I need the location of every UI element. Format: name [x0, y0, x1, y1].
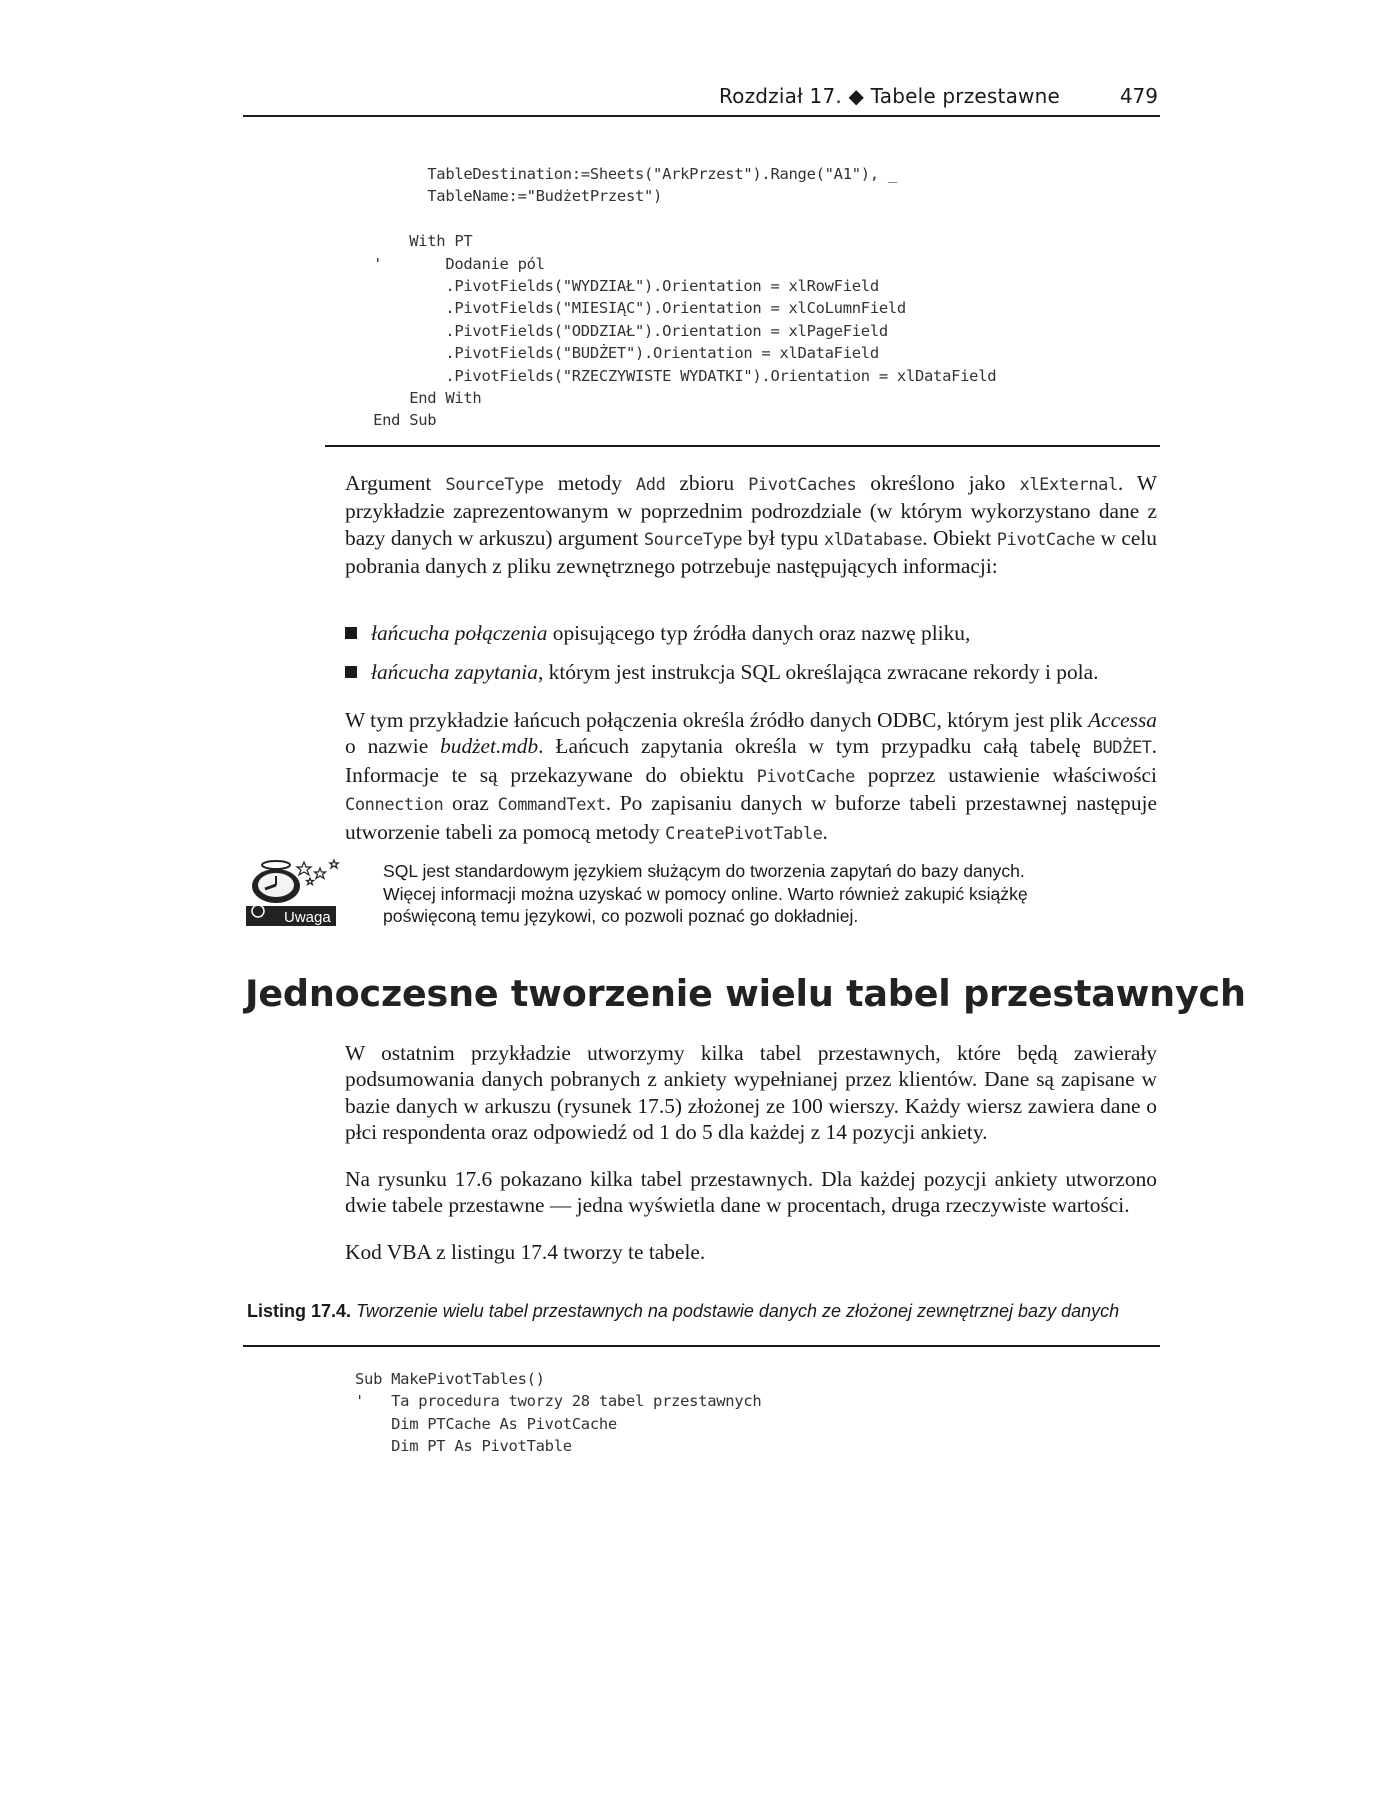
code-line: [355, 208, 996, 230]
note-icon: [246, 858, 356, 928]
page-number: 479: [1119, 84, 1158, 108]
code-block-top: [355, 163, 996, 432]
code-line: ' Dodanie pól: [355, 254, 545, 273]
code-end-rule: [325, 445, 1160, 447]
note-line: poświęconą temu językowi, co pozwoli poznać go dokładniej.: [383, 906, 859, 926]
code-line: .PivotFields("ODDZIAŁ").Orientation = xlPageField: [355, 321, 888, 340]
paragraph-listing-ref: Kod VBA z listingu 17.4 tworzy te tabele.: [345, 1240, 706, 1264]
code-line: End With: [355, 389, 482, 408]
code-line: .PivotFields("MIESIĄC").Orientation = xlCoLumnField: [355, 299, 906, 318]
code-line: .PivotFields("RZECZYWISTE WYDATKI").Orientation = xlDataField: [355, 366, 997, 385]
header-rule: [243, 115, 1160, 117]
listing-label: Listing 17.4.: [247, 1301, 352, 1321]
bullet-square-icon: [345, 627, 357, 639]
listing-caption: [247, 1300, 1157, 1322]
note-label: Uwaga: [284, 909, 331, 926]
section-heading: Jednoczesne tworzenie wielu tabel przestawnych: [245, 972, 1246, 1015]
paragraph-survey: W ostatnim przykładzie utworzymy kilka tabel przestawnych, które będą zawierały podsumowania danych pobranych z ankiety wypełnianej przez klientów. Dane są zapisane w bazie danych w arkuszu (rysunek 17.5) złożonej ze 100 wierszy. Każdy wiersz zawiera dane o płci respondenta oraz odpowiedź od 1 do 5 dla każdej z 14 pozycji ankiety.: [345, 1041, 1157, 1145]
paragraph-source-type: Argument SourceType metody Add zbioru PivotCaches określono jako xlExternal. W przykładzie zaprezentowanym w poprzednim podrozdziale (w którym wykorzystano dane z bazy danych w arkuszu) argument SourceType był typu xlDatabase. Obiekt PivotCache w celu pobrania danych z pliku zewnętrznego potrzebuje następujących informacji:: [345, 471, 1158, 579]
list-item: łańcucha zapytania, którym jest instrukcja SQL określająca zwracane rekordy i pola.: [345, 659, 1157, 685]
code-line: TableDestination:=Sheets("ArkPrzest").Range("A1"), _: [355, 165, 897, 183]
code-line: Dim PTCache As PivotCache: [355, 1414, 617, 1433]
chapter-title: Rozdział 17. ◆ Tabele przestawne: [718, 84, 1060, 108]
code-line: Sub MakePivotTables(): [355, 1370, 545, 1388]
list-item: łańcucha połączenia opisującego typ źródła danych oraz nazwę pliku,: [345, 620, 1157, 646]
listing-caption-text: Tworzenie wielu tabel przestawnych na podstawie danych ze złożonej zewnętrznej bazy danych: [351, 1301, 1120, 1321]
listing-rule: [243, 1345, 1160, 1347]
paragraph-connection-string: W tym przykładzie łańcuch połączenia określa źródło danych ODBC, którym jest plik Accessa o nazwie budżet.mdb. Łańcuch zapytania określa w tym przypadku całą tabelę BUDŻET. Informacje te są przekazywane do obiektu PivotCache poprzez ustawienie właściwości Connection oraz CommandText. Po zapisaniu danych w buforze tabeli przestawnej następuje utworzenie tabeli za pomocą metody CreatePivotTable.: [345, 708, 1157, 844]
bullet-square-icon: [345, 666, 357, 678]
code-line: With PT: [355, 232, 473, 251]
bullet-list: [345, 620, 1157, 698]
note-line: Więcej informacji można uzyskać w pomocy online. Warto również zakupić książkę: [383, 883, 1028, 904]
note-text: [383, 860, 1143, 928]
code-line: Dim PT As PivotTable: [355, 1437, 572, 1456]
code-line: End Sub: [355, 411, 437, 430]
note-stars-icon: [246, 858, 356, 928]
code-line: TableName:="BudżetPrzest"): [355, 187, 663, 206]
paragraph-figure: Na rysunku 17.6 pokazano kilka tabel przestawnych. Dla każdej pozycji ankiety utworzono dwie tabele przestawne — jedna wyświetla dane w procentach, druga rzeczywiste wartości.: [345, 1167, 1157, 1218]
running-head: [243, 82, 1160, 116]
code-line: ' Ta procedura tworzy 28 tabel przestawnych: [355, 1392, 762, 1411]
code-line: .PivotFields("BUDŻET").Orientation = xlDataField: [355, 344, 879, 363]
note-line: SQL jest standardowym językiem służącym do tworzenia zapytań do bazy danych.: [383, 861, 1025, 881]
code-line: .PivotFields("WYDZIAŁ").Orientation = xlRowField: [355, 277, 879, 296]
code-block-bottom: [355, 1368, 761, 1458]
